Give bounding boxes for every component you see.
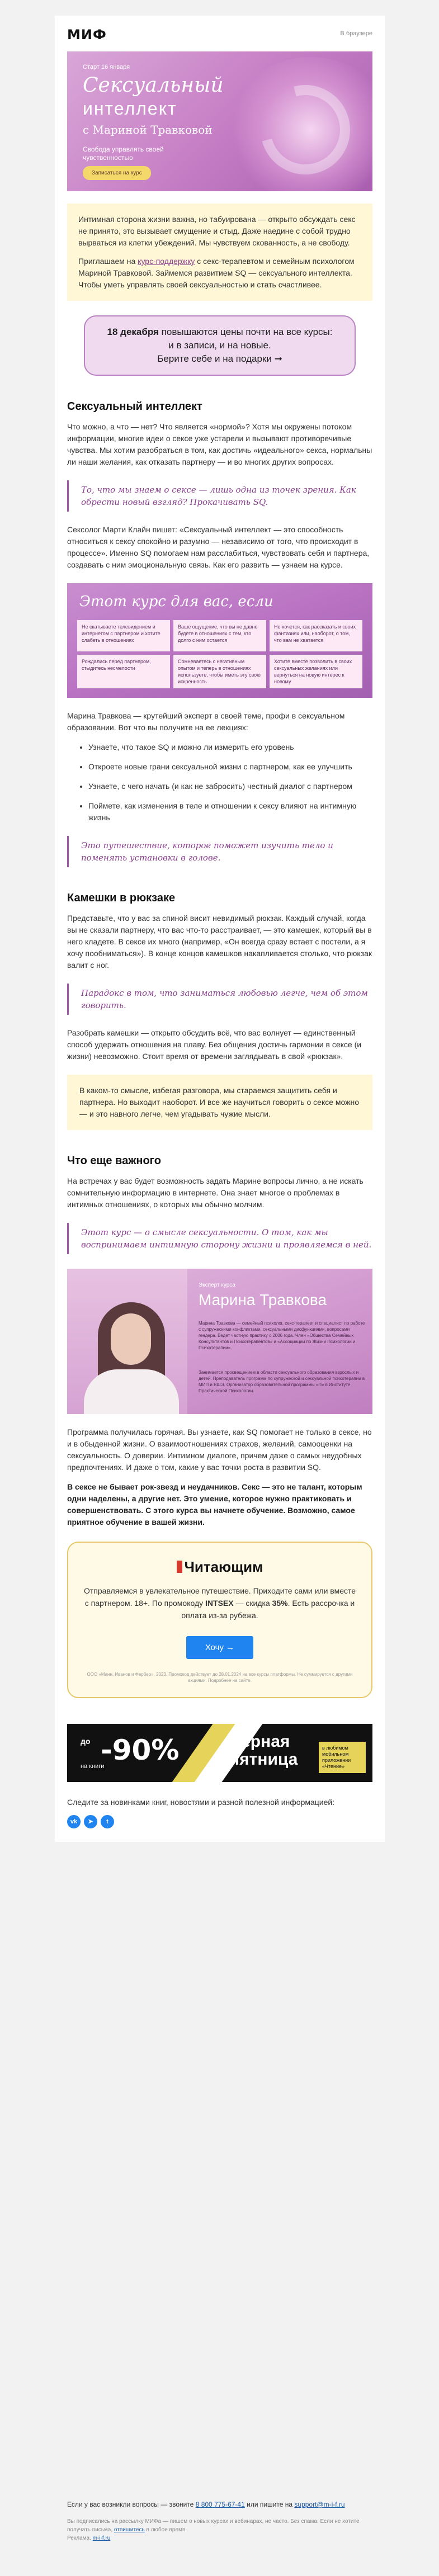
section-backpack [67, 892, 372, 1130]
pull-quote: Этот курс — о смысле сексуальности. О том, как мы воспринимаем интимную сторону жизни и проявляемся в ней. [67, 1223, 372, 1254]
course-banner-cell: Хотите вместе позволить в своих сексуальных желаниях или вернуться на новую интерес к новому [270, 655, 362, 688]
list-item: • Узнаете, с чего начать (и как не забросить) честный диалог с партнером [88, 781, 372, 792]
section-what-else [67, 1155, 372, 1528]
email-footer [55, 2492, 385, 2550]
section-title: Камешки в рюкзаке [67, 892, 176, 904]
expert-kicker: Эксперт курса [199, 1282, 235, 1288]
promo-date: 18 декабря [107, 327, 159, 337]
bf-title: Чёрная пятница [229, 1732, 298, 1769]
section-sexual-intelligence [67, 400, 372, 867]
offer-text-3: . Есть рассрочка и оплата из-за рубежа. [181, 1599, 355, 1620]
bf-note: в любимом мобильном приложении «Чтение» [319, 1742, 366, 1773]
photo-decor [84, 1369, 179, 1414]
hero-subtitle: Свобода управлять своей чувственностью [83, 145, 164, 162]
footer-text: или пишите на [244, 2501, 295, 2508]
pull-quote: Это путешествие, которое поможет изучить тело и поменять установки в голове. [67, 836, 372, 867]
phone-link[interactable]: 8 800 775-67-41 [195, 2501, 245, 2508]
promo-line-1-text: повышаются цены почти на все курсы: [158, 327, 333, 337]
black-friday-banner[interactable] [67, 1724, 372, 1782]
intro-p2-text-end: с секс-терапевтом и семейным психологом Мариной Травковой. Займемся развитием SQ — сексуального интеллекта. Чтобы уметь управлять своей сексуальностью и стать счастливее. [78, 257, 355, 289]
bold-paragraph: В сексе не бывает рок-звезд и неудачников. Секс — это не талант, которым одни наделены, а другие нет. Это умение, которое нужно практиковать и совершенствовать. С этого курса вы начнете обучение. Возможно, самое приятное обучение в вашей жизни. [67, 1482, 362, 1526]
hero-title-line1: Сексуальный [83, 74, 224, 97]
discount-value: 35% [272, 1599, 288, 1608]
price-increase-promo[interactable] [84, 315, 356, 376]
intro-paragraph-1: Интимная сторона жизни важна, но табуирована — открыто обсуждать секс не принято, это вызывает смущение и стыд. Даже наедине с собой трудно вырваться из клетки убеждений. Мы чувствуем скованность, а не свободу. [78, 215, 356, 247]
course-banner-title: Этот курс для вас, если [79, 593, 273, 610]
paragraph: Сексолог Марти Клайн пишет: «Сексуальный интеллект — это способность относиться к сексу спокойно и разумно — независимо от того, что происходит в процессе». Именно SQ помогаем нам расслабиться, чувствовать себя и партнера, создавать с ним эмоциональную связь. Как его развить — узнаем на курсе. [67, 525, 370, 569]
bf-on-books: на книги [81, 1763, 105, 1770]
pull-quote: То, что мы знаем о сексе — лишь одна из точек зрения. Как обрести новый взгляд? Прокачивать SQ. [67, 480, 372, 512]
legal-note: ООО «Манн, Иванов и Фербер», 2023. Промокод действует до 28.01.2024 на все курсы платформы. Не суммируется с другими акциями. Подробнее на сайте. [87, 1672, 353, 1683]
highlight-note: В каком-то смысле, избегая разговора, мы стараемся защитить себя и партнера. Но выходит наоборот. И все же научиться говорить о сексе можно — и это навного легче, чем угадывать чужие мысли. [67, 1075, 372, 1130]
footer-text: в любое время. [144, 2527, 187, 2533]
promo-line-2: и в записи, и на новые. [168, 340, 271, 351]
promo-line-3[interactable]: Берите себе и на подарки ➞ [157, 353, 282, 364]
social-icons [67, 1815, 372, 1828]
intro-p2-text: Приглашаем на [78, 257, 138, 266]
ad-label: Реклама. [67, 2535, 93, 2541]
hero-banner[interactable] [67, 51, 372, 191]
offer-text [83, 1585, 357, 1622]
expert-description: Марина Травкова — семейный психолог, секс-терапевт и специалист по работе с супружескими конфликтами, сексуальными дисфункциями, вопросами гендера. Ведет частную практику с 2006 года. Член «Общества Семейных Консультантов и Психотерапевтов» и «Ассоциации по Жизни Психологии и Психотерапии». [199, 1321, 365, 1350]
hero-kicker: Старт 16 января [83, 64, 130, 70]
course-banner-cell: Ваше ощущение, что вы не давно будете в отношениях с тем, кто долго с ним остается [173, 620, 266, 651]
expert-photo [67, 1269, 187, 1414]
email-body [55, 16, 385, 1842]
paragraph: Что можно, а что — нет? Что является «нормой»? Хотя мы окружены потоком информации, многие идеи о сексе уже устарели и вызывают противоречивые чувства. Мы хотим разобраться в том, как достичь «идеального» секса, нормальны ли наши желания, как отказать партнеру — и во многих других вопросах. [67, 422, 372, 466]
course-banner-cell: Не скатываете телевидением и интернетом с партнером и хотите слабеть в отношениях [77, 620, 170, 651]
paragraph: На встречах у вас будет возможность задать Марине вопросы лично, а не искать сомнительную информацию в интернете. Она знает многое о проблемах в интимных отношениях, о которых мы обычно молчим. [67, 1176, 364, 1209]
twitter-icon[interactable]: t [101, 1815, 114, 1828]
expert-name: Марина Травкова [199, 1291, 327, 1308]
paragraph: Представьте, что у вас за спиной висит невидимый рюкзак. Каждый случай, когда вы не сказали партнеру, что вас что-то расстраивает, — это камешек, который вы в него кладете. В сексе их много (например, «Он всегда сразу встает с постели, а я хочу пообниматься»). В конце концов камешков накапливается столько, что рюкзак валит с ног. [67, 914, 372, 970]
pull-quote: Парадокс в том, что заниматься любовью легче, чем об этом говорить. [67, 984, 372, 1015]
bf-upto: до [81, 1737, 91, 1746]
readers-brand-text: Читающим [184, 1558, 263, 1575]
intro-note [67, 204, 372, 301]
brand-logo[interactable]: МИФ [67, 27, 107, 42]
expert-description-2: Занимается просвещением в области сексуального образования взрослых и детей. Преподаватель программ по супружеской и сексуальной психотерапии в МИП и ВШЭ. Организатор образовательной программы «П» в Институте Практической Психологии. [199, 1370, 365, 1393]
readers-offer-card [67, 1542, 372, 1698]
offer-text-2: — скидка [233, 1599, 272, 1608]
section-title: Что еще важного [67, 1155, 161, 1167]
section-title: Сексуальный интеллект [67, 400, 202, 413]
hero-title-line2: интеллект [83, 98, 177, 119]
ad-link[interactable]: m-i-f.ru [92, 2535, 111, 2541]
vk-icon[interactable]: vk [67, 1815, 81, 1828]
photo-decor [111, 1313, 151, 1365]
footer-text: Вы подписались на рассылку МИФа — пишем о новых курсах и вебинарах, не часто. Без спама. Если не хотите получать письма, [67, 2518, 360, 2533]
hero-signup-button[interactable]: Записаться на курс [83, 166, 151, 180]
intro-paragraph-2 [78, 256, 361, 291]
readers-brand [83, 1558, 357, 1576]
paragraph: Программа получилась горячая. Вы узнаете, как SQ помогает не только в сексе, но и в обыденной жизни. О взаимоотношениях страхов, желаний, самооценки на сексуальность. О доверии. Интимном диалоге, причем даже о самых неудобных предпочтениях. И даже о том, какие у вас точки роста в развитии SQ. [67, 1428, 372, 1472]
footer-subscription [67, 2517, 372, 2542]
footer-text: Если у вас возникли вопросы — звоните [67, 2501, 196, 2508]
paragraph: Разобрать камешки — открыто обсудить всё, что вас волнует — единственный способ удержать отношения на плаву. Без общения достичь гармонии в сексе (и жизни) невозможно. Стоит время от времени заглядывать в свой «рюкзак». [67, 1028, 362, 1061]
telegram-icon[interactable]: ➤ [84, 1815, 97, 1828]
hero-title-line3: с Мариной Травковой [83, 123, 213, 136]
footer-contacts [67, 2499, 372, 2509]
course-banner-cell: Не хочется, как рассказать и своих фантазиях или, наоборот, о том, что вам не хватается [270, 620, 362, 651]
offer-text-1: Отправляемся в увлекательное путешествие. Приходите сами или вместе с партнером. 18+. По промокоду [83, 1586, 356, 1608]
unsubscribe-link[interactable]: отпишитесь [114, 2527, 145, 2533]
support-email-link[interactable]: support@m-i-f.ru [294, 2501, 345, 2508]
expert-card[interactable] [67, 1269, 372, 1414]
course-banner-cell: Сомневаетесь с негативным опытом и теперь в отношениях используете, чтобы иметь эту свою искренность [173, 655, 266, 688]
list-item: • Поймете, как изменения в теле и отношении к сексу влияют на интимную жизнь [88, 800, 372, 824]
chitai-logo-icon [177, 1561, 182, 1573]
course-support-link[interactable]: курс-поддержку [138, 257, 195, 266]
email-header [55, 16, 385, 51]
promo-code: INTSEX [205, 1599, 234, 1608]
course-banner-grid [77, 620, 362, 688]
want-button[interactable]: Хочу → [186, 1636, 253, 1659]
paragraph: Марина Травкова — крутейший эксперт в своей теме, профи в сексуальном образовании. Вот что вы получите на ее лекциях: [67, 711, 345, 732]
course-banner-cell: Рождались перед партнером, стыдитесь несмелости [77, 655, 170, 688]
course-for-you-banner[interactable] [67, 583, 372, 698]
promo-line-1 [96, 325, 343, 339]
list-item: • Узнаете, что такое SQ и можно ли измерить его уровень [88, 741, 372, 753]
list-item: • Откроете новые грани сексуальной жизни с партнером, как ее улучшить [88, 761, 372, 773]
bf-discount: -90% [101, 1734, 180, 1766]
open-in-browser-link[interactable]: В браузере [340, 30, 372, 37]
social-text: Следите за новинками книг, новостями и разной полезной информацией: [67, 1798, 335, 1807]
social-section [67, 1797, 372, 1828]
benefits-list [88, 741, 372, 824]
